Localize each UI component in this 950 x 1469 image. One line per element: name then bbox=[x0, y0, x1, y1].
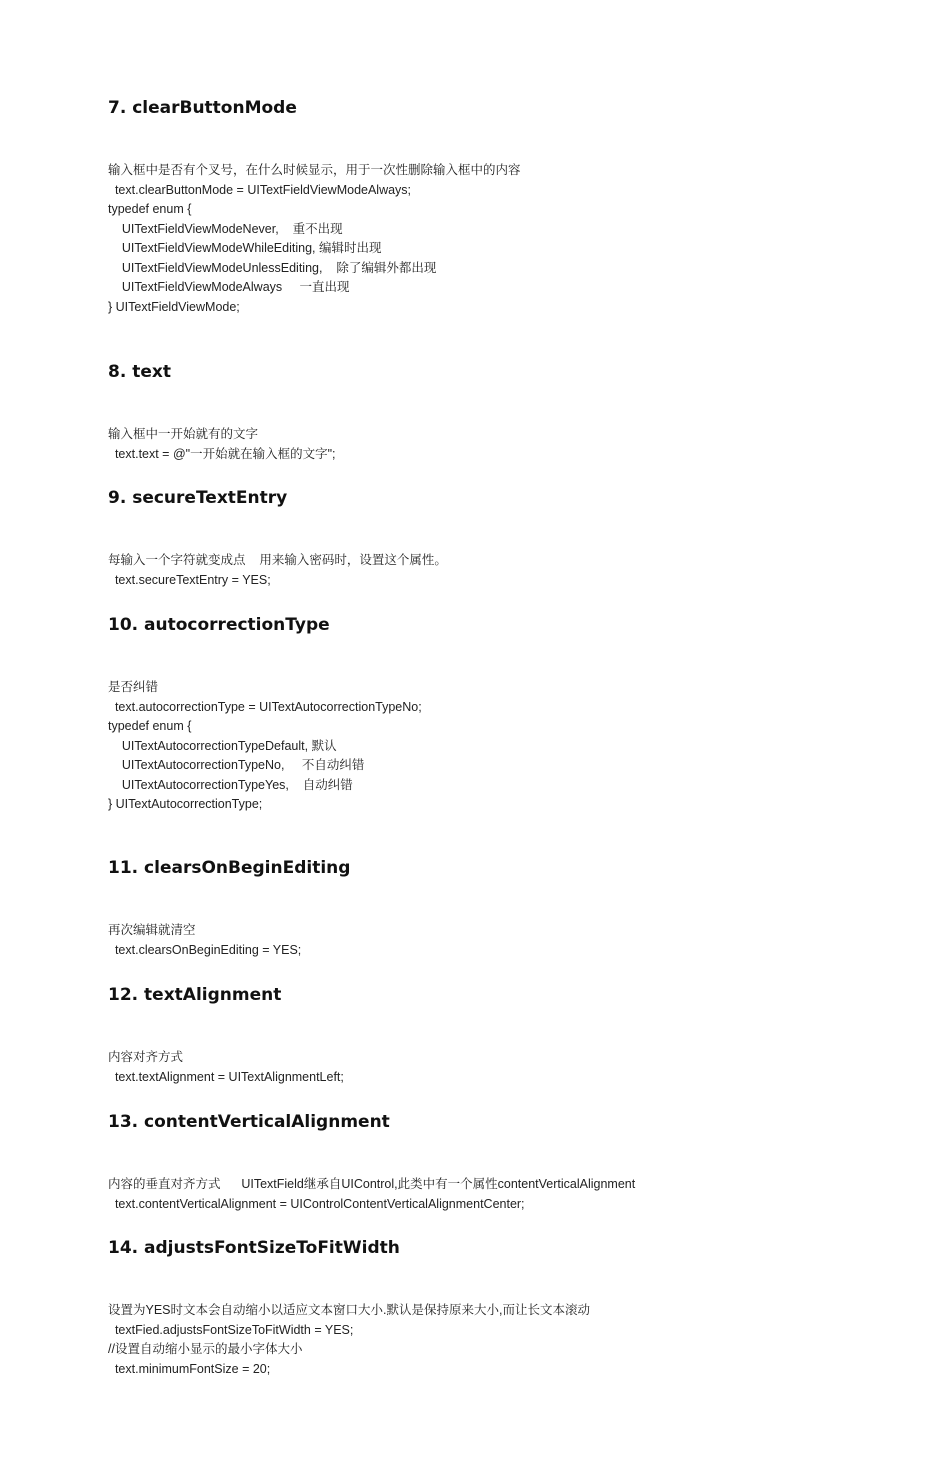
code-line: UITextFieldViewModeWhileEditing, 编辑时出现 bbox=[108, 241, 382, 255]
description-line: 输入框中一开始就有的文字 bbox=[108, 427, 259, 441]
section-autocorrection-type bbox=[108, 614, 888, 815]
description-line: 输入框中是否有个叉号，在什么时候显示，用于一次性删除输入框中的内容 bbox=[108, 163, 521, 177]
section-heading: 7. clearButtonMode bbox=[108, 98, 297, 118]
description-line: 是否纠错 bbox=[108, 680, 159, 694]
section-heading: 12. textAlignment bbox=[108, 985, 282, 1005]
description-line: 内容对齐方式 bbox=[108, 1050, 184, 1064]
section-text-alignment bbox=[108, 984, 888, 1087]
code-line: UITextFieldViewModeAlways 一直出现 bbox=[108, 280, 350, 294]
section-heading: 14. adjustsFontSizeToFitWidth bbox=[108, 1238, 400, 1258]
section-clears-on-begin-editing bbox=[108, 857, 888, 960]
section-heading: 9. secureTextEntry bbox=[108, 488, 288, 508]
section-body bbox=[108, 921, 888, 960]
code-line: UITextAutocorrectionTypeNo, 不自动纠错 bbox=[108, 758, 365, 772]
code-line: text.clearButtonMode = UITextFieldViewModeAlways; bbox=[108, 182, 412, 197]
section-adjusts-font-size-to-fit-width bbox=[108, 1237, 888, 1379]
code-line: UITextFieldViewModeNever, 重不出现 bbox=[108, 221, 343, 236]
section-body bbox=[108, 1175, 888, 1214]
code-line: text.autocorrectionType = UITextAutocorrectionTypeNo; bbox=[108, 699, 422, 714]
section-content-vertical-alignment bbox=[108, 1111, 888, 1214]
code-line: text.contentVerticalAlignment = UIControlContentVerticalAlignmentCenter; bbox=[108, 1196, 525, 1211]
section-body bbox=[108, 1301, 888, 1379]
description-line: 设置为YES时文本会自动缩小以适应文本窗口大小.默认是保持原来大小,而让长文本滚动 bbox=[108, 1303, 590, 1317]
code-line: text.minimumFontSize = 20; bbox=[108, 1361, 271, 1376]
comment-line: //设置自动缩小显示的最小字体大小 bbox=[108, 1342, 303, 1356]
code-line: textFied.adjustsFontSizeToFitWidth = YES; bbox=[108, 1322, 354, 1337]
section-body bbox=[108, 1048, 888, 1087]
section-secure-text-entry bbox=[108, 487, 888, 590]
section-heading: 8. text bbox=[108, 362, 171, 382]
code-line: UITextAutocorrectionTypeYes, 自动纠错 bbox=[108, 777, 353, 792]
section-clear-button-mode bbox=[108, 97, 888, 317]
code-line: UITextFieldViewModeUnlessEditing, 除了编辑外都出现 bbox=[108, 260, 437, 275]
description-line: 内容的垂直对齐方式 UITextField继承自UIControl,此类中有一个属性contentVerticalAlignment bbox=[108, 1177, 636, 1191]
code-line: text.text = @"一开始就在输入框的文字"; bbox=[108, 446, 336, 461]
section-heading: 13. contentVerticalAlignment bbox=[108, 1112, 390, 1132]
code-line: typedef enum { bbox=[108, 202, 192, 216]
code-line: UITextAutocorrectionTypeDefault, 默认 bbox=[108, 738, 337, 753]
code-line: text.clearsOnBeginEditing = YES; bbox=[108, 942, 302, 957]
section-body bbox=[108, 551, 888, 590]
code-line: text.secureTextEntry = YES; bbox=[108, 572, 271, 587]
description-line: 每输入一个字符就变成点 用来输入密码时，设置这个属性。 bbox=[108, 553, 447, 567]
section-heading: 11. clearsOnBeginEditing bbox=[108, 858, 351, 878]
section-body bbox=[108, 425, 888, 464]
section-body bbox=[108, 161, 888, 317]
description-line: 再次编辑就清空 bbox=[108, 923, 196, 937]
code-line: text.textAlignment = UITextAlignmentLeft; bbox=[108, 1069, 344, 1084]
code-line: } UITextAutocorrectionType; bbox=[108, 797, 263, 811]
code-line: typedef enum { bbox=[108, 719, 192, 733]
section-text bbox=[108, 361, 888, 464]
code-line: } UITextFieldViewMode; bbox=[108, 299, 240, 314]
section-body bbox=[108, 678, 888, 815]
section-heading: 10. autocorrectionType bbox=[108, 615, 330, 635]
